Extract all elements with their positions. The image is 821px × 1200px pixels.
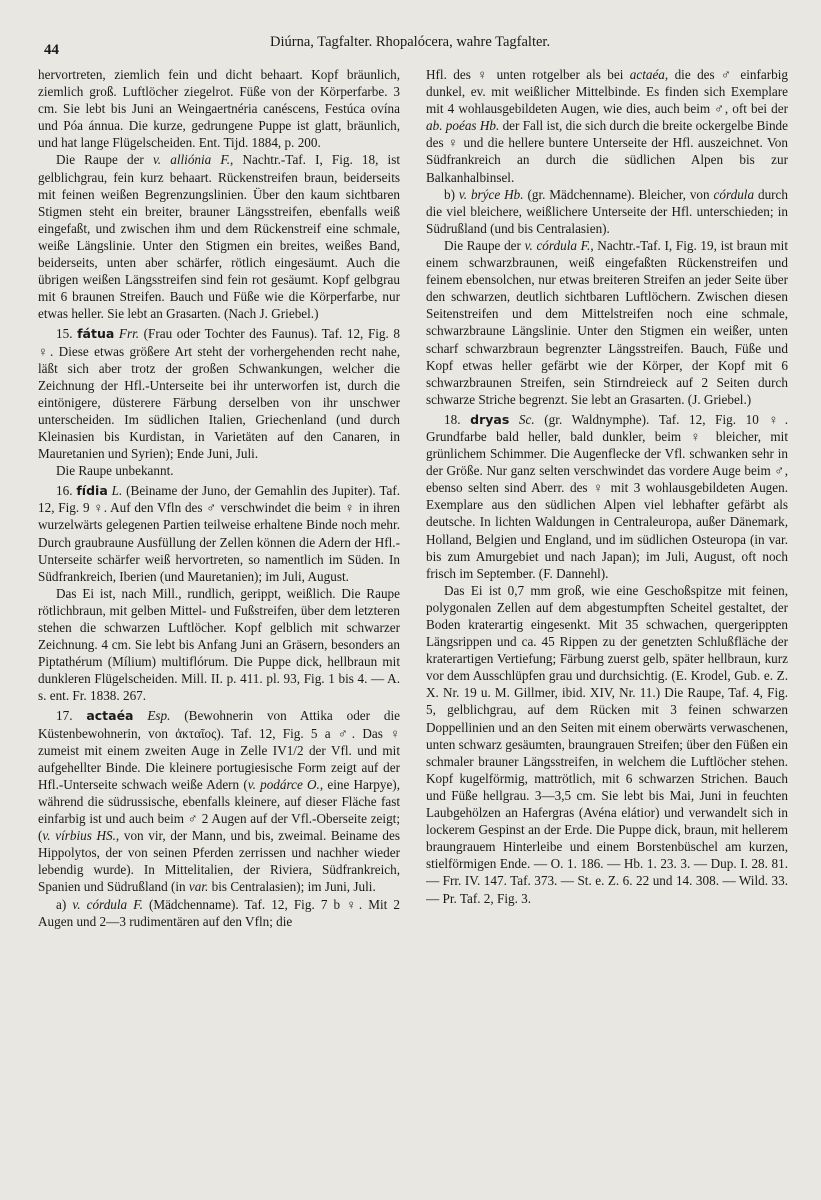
paragraph: [426, 582, 788, 907]
italic-text: v. podárce O.: [247, 776, 320, 792]
paragraph: [38, 482, 400, 585]
text-run: Hfl. des ♀ unten rotgelber als bei: [426, 67, 630, 82]
species-name: fídia: [76, 483, 108, 499]
text-run: , Nachtr.-Taf. I, Fig. 19, ist braun mit einem schwarzbraunen, weiß eingefaßten Rückenstreifen und feinem ebensolchen, nur etwas breiteren Streifen an jeder Seite über den schwarzen, deutlich sichtbaren Luftlöchern. Zwischen diesen Seitenstreifen und dem Mittelstreifen noch eine schmale, schwarzbraune Längslinie. Unter den Stigmen ein weißer, unten scharf schwarzbraun begrenzter Längsstreifen. Bauch, Füße und Kopf etwas heller gefärbt wie der Körper, der Kopf mit 6 schwarzbraunen Streifen, sein Stirndreieck auf 2 Seiten durch schwarze Striche begrenzt. Sie lebt an Grasarten. (J. Griebel.): [426, 237, 788, 407]
text-run: (gr. Mädchenname). Bleicher, von: [523, 186, 714, 202]
text-run: (Mädchenname). Taf. 12, Fig. 7 b ♀. Mit 2 Augen und 2—3 rudimentären auf den Vfln; die: [38, 896, 400, 929]
paragraph: [38, 707, 400, 895]
text-run: Die Raupe der: [444, 237, 525, 253]
italic-text: Sc.: [518, 411, 535, 427]
text-run: durch die viel bleichere, weißlichere Unterseite der Hfl. unterschieden; in Südrußland (und bis Centralasien).: [426, 186, 788, 236]
text-run: [509, 412, 519, 427]
italic-text: Esp.: [147, 708, 171, 724]
italic-text: actaéa: [629, 67, 665, 82]
text-run: 18.: [444, 411, 471, 427]
italic-text: L.: [111, 483, 123, 499]
italic-text: córdula: [713, 186, 755, 202]
text-run: , eine Harpye), während die südrussische, ebenfalls kleinere, auf dieser Fläche fast einfarbig ist und auch beim ♂ 2 Augen auf der Vfl.-Oberseite zeigt; (: [38, 776, 400, 844]
page-header: [40, 34, 781, 56]
text-run: der Fall ist, die sich durch die breite ockergelbe Binde des ♀ und die hellere buntere Unterseite der Hfl. auszeichnet. Von Südfrankreich an durch die südlichen Alpen bis zur Balkanhalbinsel.: [426, 118, 788, 185]
italic-text: v. vírbius HS.: [42, 828, 116, 844]
text-run: (gr. Waldnymphe). Taf. 12, Fig. 10 ♀. Grundfarbe bald heller, bald dunkler, beim ♀ bleicher, mit grünlichem Schimmer. Die Augenflecke der Vfl. schwanken sehr in der Größe. Nur ganz selten verschwindet das vordere Auge beim ♂, ebenso selten sind Aberr. des ♀ mit 3 wohlausgebildeten Augen. Exemplare aus den südlichen Alpen viel lebhafter gefärbt als deutsche. In lichten Waldungen in Centraleuropa, außer Dänemark, Holland, Belgien und England, und im südlichen Osteuropa (in var. bis zum Amurgebiet und nach Japan); im Juli, August, oft noch frisch im September. (F. Dannehl).: [426, 411, 788, 581]
paragraph: [426, 186, 788, 237]
page-number: 44: [44, 42, 59, 58]
paragraph: [38, 66, 400, 151]
paragraph: [426, 66, 788, 186]
text-run: , die des ♂ einfarbig dunkel, ev. mit weißlicher Mittelbinde. Es finden sich Exemplare mit 4 wohlausgebildeten Augen, wie dies, auch beim ♂, oft bei der: [426, 67, 788, 117]
species-name: fátua: [77, 326, 115, 342]
text-run: Die Raupe der: [56, 152, 153, 168]
text-run: (Beiname der Juno, der Gemahlin des Jupiter). Taf. 12, Fig. 9 ♀. Auf den Vfln des ♂ verschwindet die beim ♀ in ihren wurzelwärts gelegenen Partien teilweise erhaltene Binde noch mehr. Durch graubraune Ausfüllung der Zellen können die Adern der Hfl.-Unterseite schärfer weiß hervortreten, so namentlich im Süden. In Südfrankreich, Iberien (und Mauretanien); im Juli, August.: [38, 483, 400, 584]
paragraph: [38, 585, 400, 705]
running-title: Diúrna, Tagfalter. Rhopalócera, wahre Tagfalter.: [270, 34, 551, 50]
paragraph: [38, 325, 400, 462]
text-run: hervortreten, ziemlich fein und dicht behaart. Kopf bräunlich, ziemlich groß. Luftlöcher ziegelrot. Füße von der Körperfarbe. 3 cm. Sie lebt bis Juni an Weingaertnéria canéscens, Festúca ovína und Póa ánnua. Die kurze, gedrungene Puppe ist glatt, bräunlich, und hat lange Flügelscheiden. Ent. Tijd. 1884, p. 200.: [38, 67, 400, 151]
text-run: a): [56, 896, 73, 912]
paragraph: [38, 151, 400, 322]
text-run: [134, 708, 148, 723]
text-run: Die Raupe unbekannt.: [56, 463, 174, 479]
paragraph: [426, 411, 788, 582]
left-column: [38, 66, 400, 1186]
text-run: Das Ei ist 0,7 mm groß, wie eine Geschoßspitze mit feinen, polygonalen Zellen auf dem abgestumpften Scheitel gestaltet, der Boden kraterartig eingesenkt. Mit 35 schwachen, quergerippten Längsrippen und ca. 45 Rippen zu der genetzten Schlußfläche der kraterartigen Vertiefung; Färbung zuerst gelb, später hellbraun, kurz vor dem Ausschlüpfen grau und durchsichtig. (E. Krodel, Gub. e. Z. X. Nr. 19 u. M. Gillmer, ibid. XIV, Nr. 11.) Die Raupe, Taf. 4, Fig. 5, gelblichgrau, auf dem Rücken mit 3 feinen schwarzen Doppellinien und an den Seiten mit einem oberwärts verwaschenen, unten schwarz gesäumten, braungrauen Streifen; über den Füßen ein schmaler brauner Längsstreifen, in welchem die Luftlöcher stehen. Kopf kugelförmig, mattrötlich, mit 6 schwarzen Strichen. Bauch und Füße hellgrau. 3—3,5 cm. Sie lebt bis Mai, Juni in feuchten Laubgehölzen an Hafergras (Avéna elátior) und verwandelt sich in lockerem Gespinst an der Erde. Die Puppe dick, braun, mit hellerem braungrauem Hinterleibe und einem Borstenbüschel am kurzen, stielförmigen Ende. — O. 1. 186. — Hb. 1. 23. 3. — Dup. I. 28. 81. — Frr. IV. 147. Taf. 373. — St. e. Z. 6. 22 und 14. 308. — Wild. 33. — Pr. Taf. 2, Fig. 3.: [426, 582, 788, 906]
paragraph: [38, 462, 400, 479]
text-run: 17.: [56, 708, 87, 724]
italic-text: v. córdula F.: [524, 237, 591, 253]
species-name: actaéa: [86, 708, 134, 724]
italic-text: v. alliónia F.: [152, 152, 231, 168]
italic-text: ab. poéas Hb.: [426, 118, 500, 134]
text-run: , von vir, der Mann, und bis, zweimal. Beiname des Hippolytos, der von seinen Pferden zerrissen und nachher wieder lebendig wurde). In Mittelitalien, der Riviera, Südfrankreich, Spanien und Südrußland (in: [38, 828, 400, 895]
text-run: 15.: [56, 326, 78, 342]
paragraph: [426, 237, 788, 408]
text-run: bis Centralasien); im Juni, Juli.: [208, 879, 376, 895]
italic-text: v. córdula F.: [72, 896, 143, 912]
right-column: [426, 66, 788, 1186]
text-run: b): [444, 186, 459, 202]
species-name: dryas: [470, 411, 510, 427]
text-run: , Nachtr.-Taf. I, Fig. 18, ist gelblichgrau, fein kurz behaart. Rückenstreifen braun, beiderseits mit feinen weißen Begrenzungslinien. Über den kaum sichtbaren Stigmen steht ein breiter, brauner Längsstreifen, ebenfalls weiß eingefaßt, und zwischen ihm und dem Rückenstreif eine schmale, weiße Längslinie. Unter den Stigmen ein breites, weißes Band, beiderseits, unten aber schärfer, rötlich eingesäumt. Auch die übrigen weißen Längsstreifen sind fein rot gesäumt. Kopf gelbgrau mit 6 braunen Streifen. Bauch und Füße wie die Körperfarbe, nur etwas heller. Sie lebt an Grasarten. (Nach J. Griebel.): [38, 152, 400, 322]
text-run: 16.: [56, 483, 77, 499]
italic-text: Frr.: [118, 326, 140, 342]
text-run: (Frau oder Tochter des Faunus). Taf. 12, Fig. 8 ♀. Diese etwas größere Art steht der vorhergehenden recht nahe, läßt sich aber trotz der großen Schwankungen, welcher die Zeichnung der Hfl.-Unterseite bei ihr unterworfen ist, durch die eintönigere, düsterere Färbung derselben von ihr unschwer unterscheiden. Im südlichen Italien, Griechenland (und durch Kleinasien bis Kurdistan, in Varietäten auf den Canaren, in Mauretanien und Syrien); Ende Juni, Juli.: [38, 326, 400, 462]
italic-text: var.: [188, 879, 209, 895]
text-run: Das Ei ist, nach Mill., rundlich, gerippt, weißlich. Die Raupe rötlichbraun, mit gelben Mittel- und Fußstreifen, über dem letzteren stehen die schwarzen Luftlöcher. Kopf gelblich mit schwarzer Zeichnung. 4 cm. Sie lebt bis Anfang Juni an Gräsern, besonders an Piptathérum (Mílium) multiflórum. Die Puppe dick, hellbraun mit dunkleren Flügelscheiden. Mill. II. p. 411. pl. 93, Fig. 1 bis 4. — A. s. ent. Fr. 1838. 267.: [38, 585, 400, 704]
paragraph: [38, 896, 400, 930]
text-run: (Bewohnerin von Attika oder die Küstenbewohnerin, von ἀκταῖος). Taf. 12, Fig. 5 a ♂. Das ♀ zumeist mit einem zweiten Auge in Zelle IV1/2 der Vfl. und mit aufgehellter Binde. Die kleinere portugiesische Form zeigt auf der Hfl.-Unterseite schwach weiße Adern (: [38, 708, 400, 792]
italic-text: v. brýce Hb.: [458, 186, 524, 202]
